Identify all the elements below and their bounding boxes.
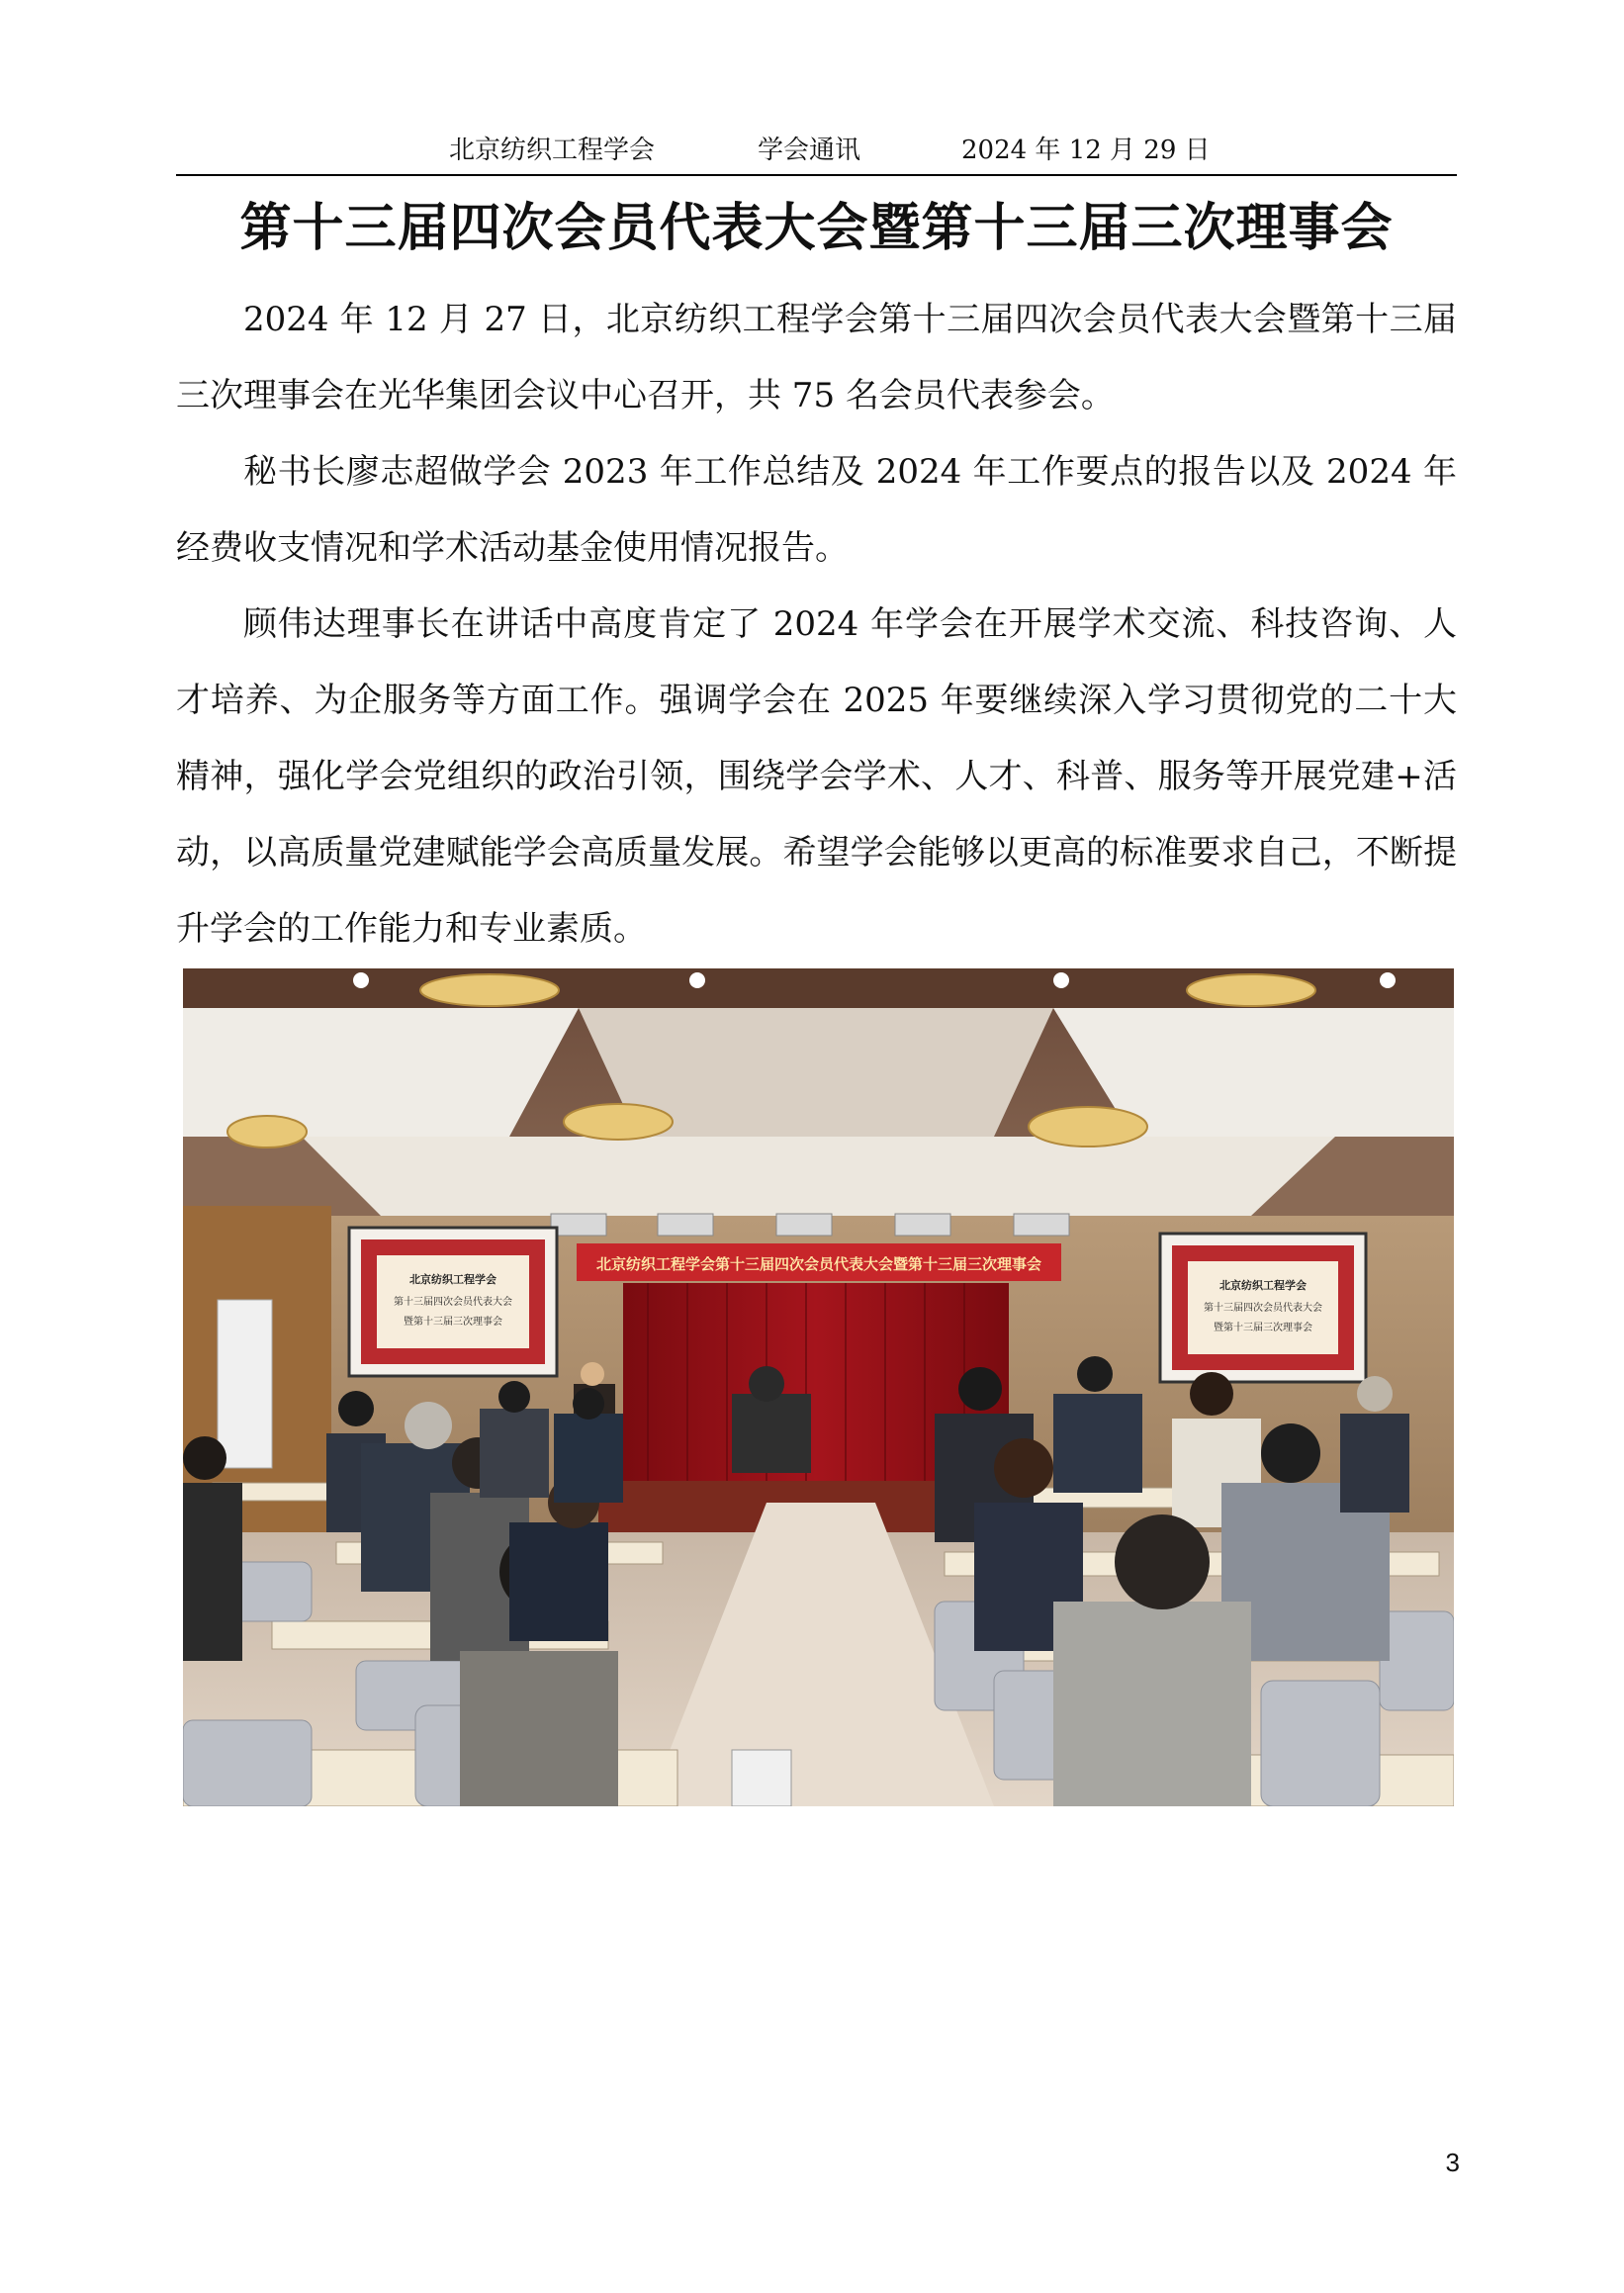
page-number: 3: [1445, 2148, 1460, 2177]
paragraph-2: 秘书长廖志超做学会 2023 年工作总结及 2024 年工作要点的报告以及 2024 年经费收支情况和学术活动基金使用情况报告。: [176, 452, 1457, 568]
header-section: 学会通讯: [758, 136, 861, 165]
article-body: [176, 282, 1457, 967]
header-rule: [176, 174, 1457, 176]
left-screen-line-1: 北京纺织工程学会: [409, 1273, 496, 1286]
left-screen-line-2: 第十三届四次会员代表大会: [394, 1297, 512, 1308]
header-date: 2024 年 12 月 29 日: [961, 136, 1211, 165]
right-screen-line-3: 暨第十三届三次理事会: [1214, 1323, 1312, 1333]
meeting-photo: [183, 968, 1454, 1806]
paragraph-1: 2024 年 12 月 27 日，北京纺织工程学会第十三届四次会员代表大会暨第十三届三次理事会在光华集团会议中心召开，共 75 名会员代表参会。: [176, 300, 1457, 415]
page-header: [176, 133, 1457, 168]
right-screen-line-1: 北京纺织工程学会: [1219, 1279, 1307, 1292]
photo-banner-text: 北京纺织工程学会第十三届四次会员代表大会暨第十三届三次理事会: [595, 1255, 1042, 1273]
left-screen-line-3: 暨第十三届三次理事会: [404, 1317, 502, 1328]
article-title: 第十三届四次会员代表大会暨第十三届三次理事会: [239, 199, 1394, 258]
right-screen-line-2: 第十三届四次会员代表大会: [1204, 1303, 1322, 1314]
header-org: 北京纺织工程学会: [449, 136, 656, 165]
paragraph-3: 顾伟达理事长在讲话中高度肯定了 2024 年学会在开展学术交流、科技咨询、人才培养、为企服务等方面工作。强调学会在 2025 年要继续深入学习贯彻党的二十大精神，强化学会党组织的政治引领，围绕学会学术、人才、科普、服务等开展党建+活动，以高质量党建赋能学会高质量发展。希望学会能够以更高的标准要求自己，不断提升学会的工作能力和专业素质。: [176, 604, 1457, 949]
